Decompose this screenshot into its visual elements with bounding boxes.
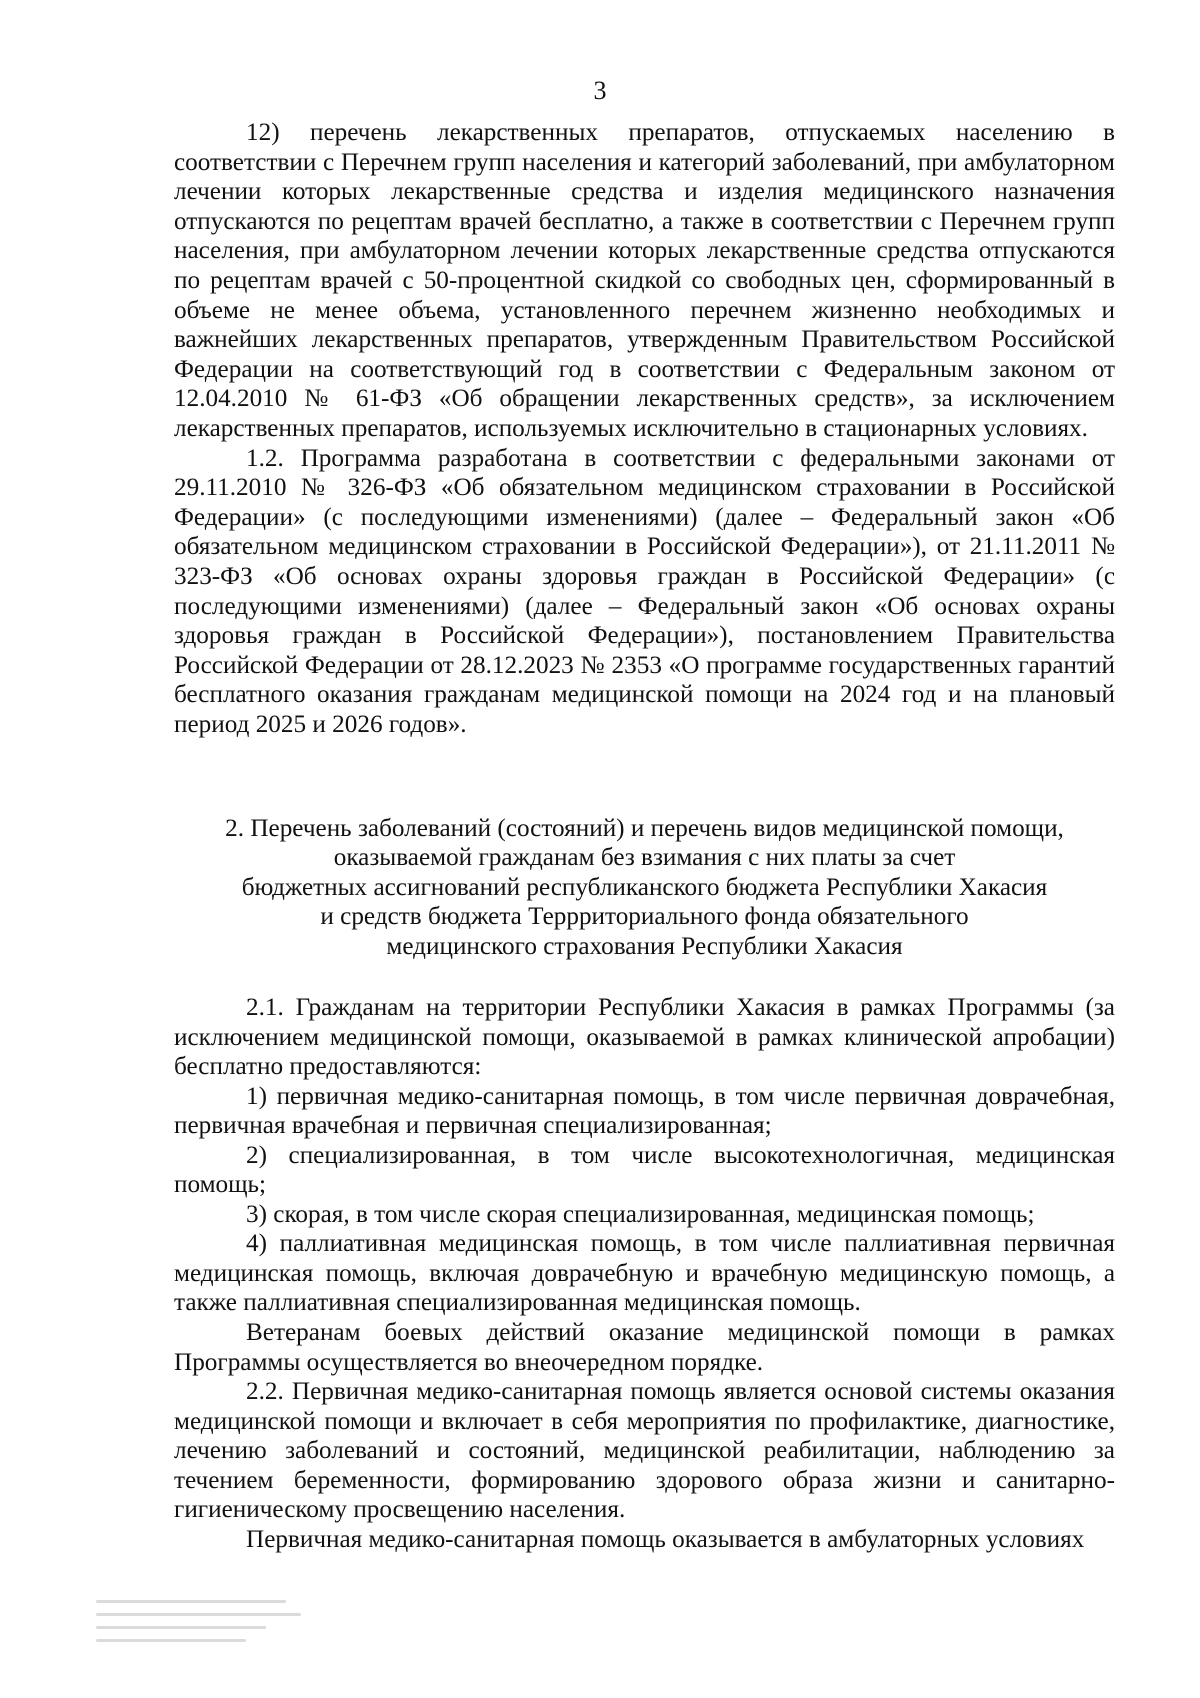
- heading-line: и средств бюджета Террриториального фонда обязательного: [320, 903, 969, 931]
- list-item-1: 1) первичная медико-санитарная помощь, в том числе первичная доврачебная, первичная врачебная и первичная специализированная;: [174, 1082, 1115, 1140]
- list-item-2: 2) специализированная, в том числе высокотехнологичная, медицинская помощь;: [174, 1141, 1115, 1199]
- paragraph-2-2: 2.2. Первичная медико-санитарная помощь является основой системы оказания медицинской помощи и включает в себя мероприятия по профилактике, диагностике, лечению заболеваний и состояний, медицинской реабилитации, наблюдению за течением беременности, формированию здорового образа жизни и санитарно-гигиеническому просвещению населения.: [174, 1378, 1115, 1524]
- section-2-text: [174, 993, 1115, 1554]
- paragraph-item-12: 12) перечень лекарственных препаратов, отпускаемых населению в соответствии с Перечнем групп населения и категорий заболеваний, при амбулаторном лечении которых лекарственные средства и изделия медицинского назначения отпускаются по рецептам врачей бесплатно, а также в соответствии с Перечнем групп населения, при амбулаторном лечении которых лекарственные средства отпускаются по рецептам врачей с 50-процентной скидкой со свободных цен, сформированный в объеме не менее объема, установленного перечнем жизненно необходимых и важнейших лекарственных препаратов, утвержденным Правительством Российской Федерации на соответствующий год в соответствии с Федеральным законом от 12.04.2010 № 61-ФЗ «Об обращении лекарственных средств», за исключением лекарственных препаратов, используемых исключительно в стационарных условиях.: [174, 119, 1115, 442]
- heading-line: 2. Перечень заболеваний (состояний) и перечень видов медицинской помощи,: [225, 815, 1064, 842]
- page-number: 3: [593, 76, 607, 105]
- list-item-4: 4) паллиативная медицинская помощь, в том числе паллиативная первичная медицинская помощь, включая доврачебную и врачебную медицинскую помощь, а также паллиативная специализированная медицинская помощь.: [174, 1230, 1115, 1317]
- heading-line: медицинского страхования Республики Хакасия: [386, 932, 903, 960]
- section-2-heading: [174, 814, 1115, 961]
- paragraph-veterans: Ветеранам боевых действий оказание медицинской помощи в рамках Программы осуществляется во внеочередном порядке.: [174, 1319, 1115, 1376]
- heading-line: бюджетных ассигнований республиканского бюджета Республики Хакасия: [241, 873, 1048, 901]
- paragraph-primary-care: Первичная медико-санитарная помощь оказывается в амбулаторных условиях: [246, 1525, 1085, 1553]
- heading-line: оказываемой гражданам без взимания с них платы за счет: [333, 844, 956, 872]
- paragraph-1-2: 1.2. Программа разработана в соответствии с федеральными законами от 29.11.2010 № 326-ФЗ «Об обязательном медицинском страховании в Российской Федерации» (с последующими изменениями) (далее – Федеральный закон «Об обязательном медицинском страховании в Российской Федерации»), от 21.11.2011 № 323-ФЗ «Об основах охраны здоровья граждан в Российской Федерации» (с последующими изменениями) (далее – Федеральный закон «Об основах охраны здоровья граждан в Российской Федерации»), постановлением Правительства Российской Федерации от 28.12.2023 № 2353 «О программе государственных гарантий бесплатного оказания гражданам медицинской помощи на 2024 год и на плановый период 2025 и 2026 годов».: [174, 444, 1115, 738]
- paragraph-2-1: 2.1. Гражданам на территории Республики Хакасия в рамках Программы (за исключением медицинской помощи, оказываемой в рамках клинической апробации) бесплатно предоставляются:: [174, 994, 1115, 1081]
- list-item-3: 3) скорая, в том числе скорая специализированная, медицинская помощь;: [246, 1200, 1035, 1228]
- section-1-text: [174, 118, 1115, 739]
- faded-stamp-mark: [96, 1600, 311, 1678]
